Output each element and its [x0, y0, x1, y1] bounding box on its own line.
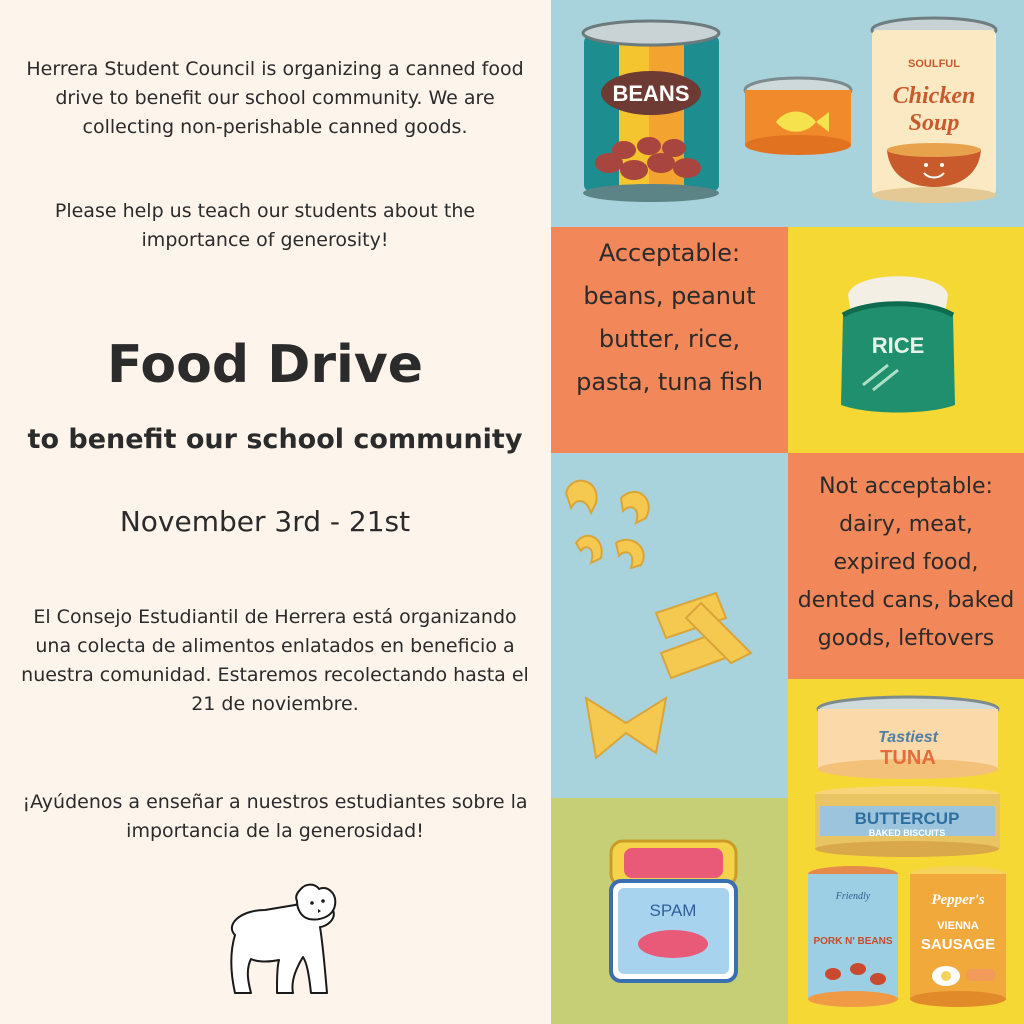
spam-panel: [551, 798, 788, 1024]
canned-goods-top: [551, 0, 1024, 227]
polar-bear-icon: [215, 875, 345, 1000]
beans-can-icon: [579, 18, 724, 203]
subtitle: to benefit our school community: [27, 424, 523, 455]
spam-label: SPAM: [649, 901, 697, 920]
pork-top-label: Friendly: [835, 891, 871, 902]
intro-english: Herrera Student Council is organizing a canned food drive to benefit our school community. We are collecting non-perishable canned goods.: [26, 58, 524, 138]
soup-top-label: SOULFUL: [908, 58, 960, 70]
spam-can-icon: [606, 836, 741, 986]
intro-spanish: El Consejo Estudiantil de Herrera está organizando una colecta de alimentos enlatados en beneficio a nuestra comunidad. Estaremos recolectando hasta el 21 de noviembre.: [21, 606, 529, 715]
acceptable-items: beans, peanut butter, rice, pasta, tuna fish: [576, 282, 763, 396]
soup-label-2: Soup: [908, 110, 960, 136]
event-dates: November 3rd - 21st: [119, 505, 411, 538]
sausage-can-icon: [906, 864, 1011, 1009]
biscuit-label-2: BAKED BISCUITS: [868, 828, 946, 838]
rice-panel: [788, 227, 1024, 453]
not-acceptable-heading: Not acceptable:: [819, 474, 993, 499]
not-acceptable-items: dairy, meat, expired food, dented cans, baked goods, leftovers: [797, 512, 1015, 651]
soup-label-1: Chicken: [892, 83, 976, 109]
sausage-label-2: VIENNA: [937, 920, 979, 932]
page-title: Food Drive: [107, 335, 423, 395]
beans-label: BEANS: [612, 81, 690, 106]
acceptable-heading: Acceptable:: [598, 239, 741, 267]
pork-label: PORK N' BEANS: [813, 936, 893, 947]
tuna-label-2: TUNA: [880, 747, 936, 769]
pasta-panel: [551, 453, 788, 798]
not-acceptable-panel: [788, 453, 1024, 679]
fish-can-icon: [741, 75, 856, 160]
biscuit-label-1: BUTTERCUP: [854, 809, 960, 828]
biscuit-can-icon: [810, 784, 1005, 859]
help-spanish: ¡Ayúdenos a enseñar a nuestros estudiantes sobre la importancia de la generosidad!: [22, 791, 528, 842]
tuna-label-1: Tastiest: [878, 729, 938, 746]
acceptable-panel: [551, 227, 788, 453]
assorted-cans-panel: [788, 679, 1024, 1024]
tuna-can-icon: [813, 694, 1003, 784]
pasta-icon: [551, 453, 788, 798]
rice-bag-icon: [833, 255, 963, 420]
help-english: Please help us teach our students about the importance of generosity!: [54, 200, 476, 251]
rice-label: RICE: [871, 333, 925, 358]
sausage-label-3: SAUSAGE: [920, 936, 996, 953]
chicken-soup-can-icon: [869, 15, 999, 205]
sausage-label-1: Pepper's: [931, 892, 985, 908]
pork-beans-can-icon: [803, 864, 903, 1009]
